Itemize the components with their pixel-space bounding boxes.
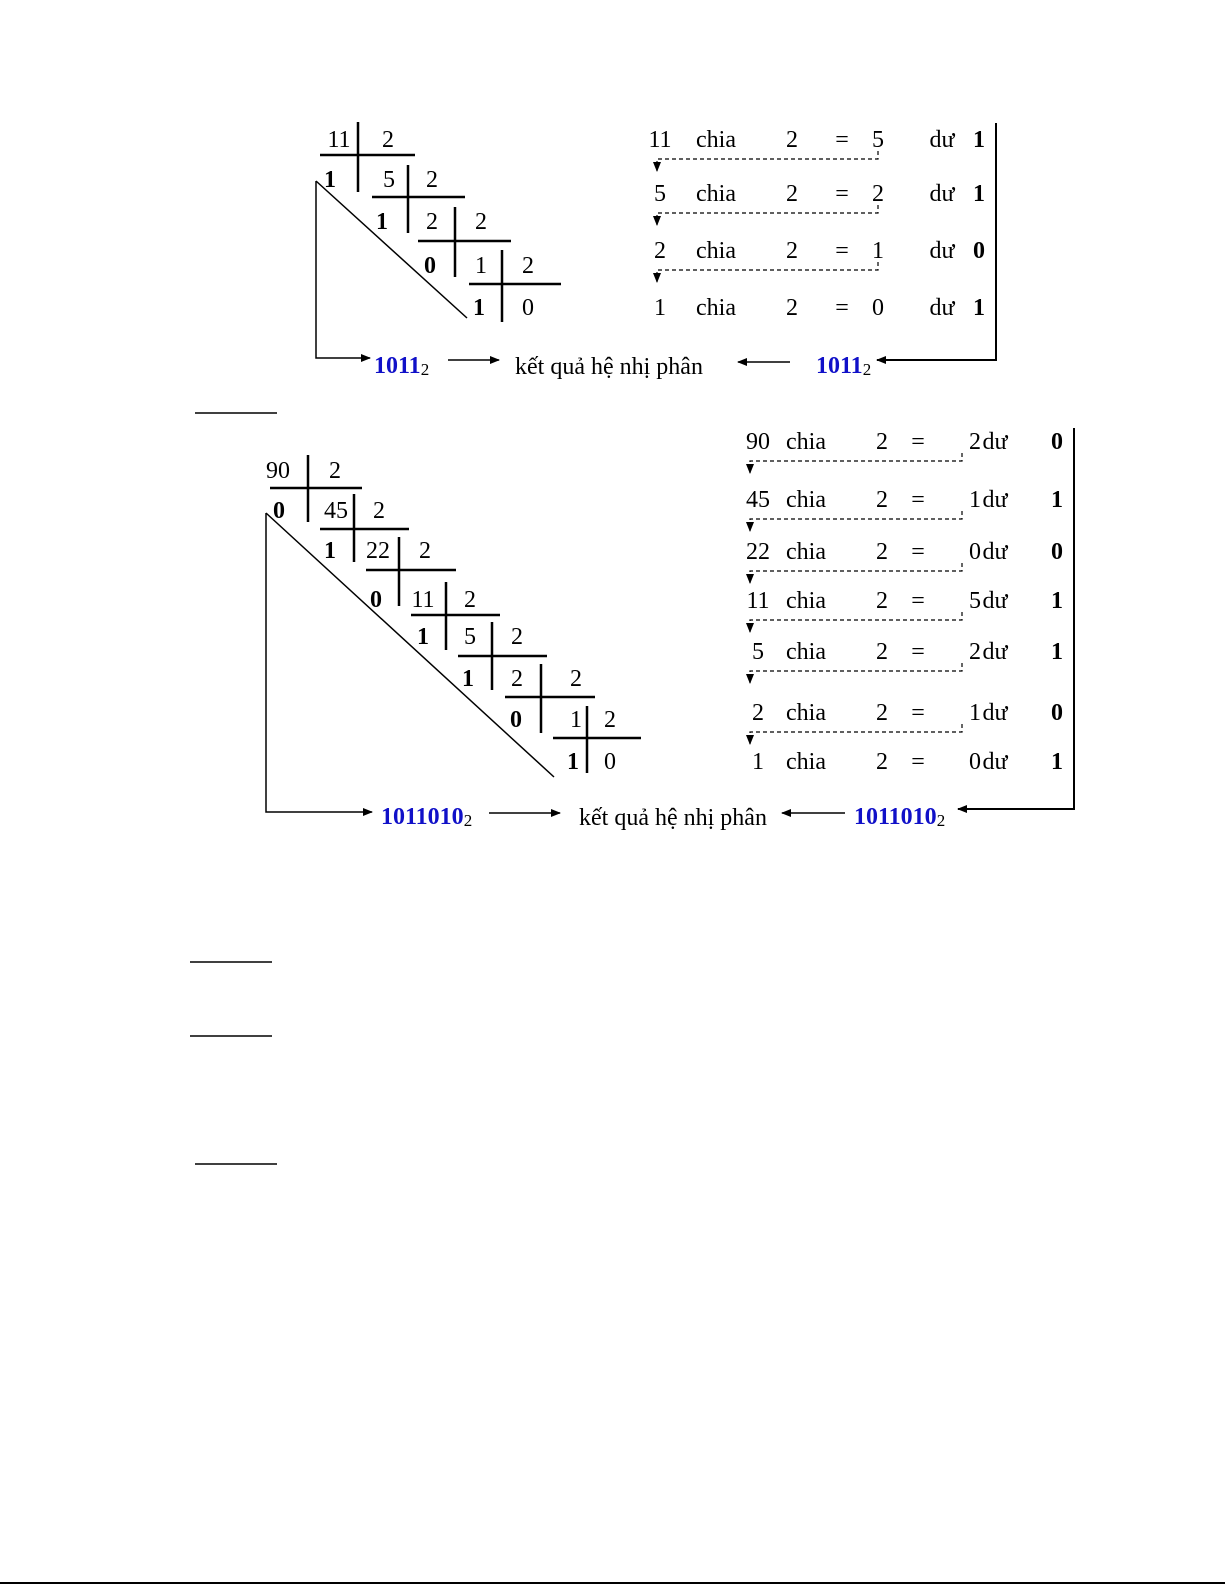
remainder: 1 bbox=[376, 209, 388, 235]
example-1-division-table bbox=[648, 127, 985, 321]
dividend: 11 bbox=[327, 127, 351, 153]
chia-word: chia bbox=[786, 700, 826, 726]
divisor: 2 bbox=[786, 127, 798, 153]
carry-quotient-arrow bbox=[750, 453, 962, 473]
remainder: 0 bbox=[973, 238, 985, 264]
quotient: 2 bbox=[969, 639, 981, 665]
divisor: 2 bbox=[876, 639, 888, 665]
du-word: dư bbox=[982, 588, 1008, 614]
chia-word: chia bbox=[786, 639, 826, 665]
remainder: 1 bbox=[324, 167, 336, 193]
final-quotient: 0 bbox=[604, 749, 616, 775]
quotient: 1 bbox=[872, 238, 884, 264]
remainder-read-diagonal bbox=[316, 181, 467, 318]
chia-word: chia bbox=[696, 295, 736, 321]
dividend: 1 bbox=[570, 707, 582, 733]
example-2-division-table bbox=[746, 429, 1063, 775]
equals-sign: = bbox=[835, 127, 849, 153]
equals-sign: = bbox=[911, 429, 925, 455]
ladder-step bbox=[418, 207, 511, 279]
ladder-step bbox=[320, 494, 409, 564]
divisor: 2 bbox=[382, 127, 394, 153]
dividend: 2 bbox=[511, 666, 523, 692]
divisor: 2 bbox=[475, 209, 487, 235]
dividend: 5 bbox=[383, 167, 395, 193]
chia-word: chia bbox=[786, 487, 826, 513]
divisor: 2 bbox=[464, 587, 476, 613]
dividend: 1 bbox=[654, 295, 666, 321]
dividend: 22 bbox=[746, 539, 770, 565]
du-word: dư bbox=[929, 127, 955, 153]
equals-sign: = bbox=[911, 487, 925, 513]
division-row bbox=[654, 238, 985, 264]
divisor: 2 bbox=[786, 238, 798, 264]
divisor: 2 bbox=[876, 487, 888, 513]
remainder: 1 bbox=[324, 538, 336, 564]
quotient: 5 bbox=[969, 588, 981, 614]
divisor: 2 bbox=[373, 498, 385, 524]
divisor: 2 bbox=[511, 624, 523, 650]
dividend: 2 bbox=[426, 209, 438, 235]
division-row bbox=[752, 749, 1063, 775]
du-word: dư bbox=[982, 749, 1008, 775]
result-value-right: 10110102 bbox=[854, 804, 946, 830]
equals-sign: = bbox=[911, 700, 925, 726]
dividend: 5 bbox=[654, 181, 666, 207]
carry-quotient-arrow bbox=[750, 511, 962, 531]
equals-sign: = bbox=[835, 295, 849, 321]
equals-sign: = bbox=[835, 238, 849, 264]
dividend: 22 bbox=[366, 538, 390, 564]
divisor: 2 bbox=[876, 700, 888, 726]
quotient: 0 bbox=[969, 539, 981, 565]
dividend: 5 bbox=[752, 639, 764, 665]
dividend: 11 bbox=[411, 587, 435, 613]
ladder-step bbox=[320, 122, 415, 193]
remainder: 1 bbox=[973, 127, 985, 153]
carry-quotient-arrow bbox=[750, 612, 962, 632]
dividend: 2 bbox=[752, 700, 764, 726]
division-row bbox=[654, 181, 985, 207]
carry-quotient-arrow bbox=[750, 663, 962, 683]
du-word: dư bbox=[982, 487, 1008, 513]
result-value-right: 10112 bbox=[816, 353, 872, 379]
chia-word: chia bbox=[696, 127, 736, 153]
remainder: 1 bbox=[462, 666, 474, 692]
division-row bbox=[648, 127, 985, 153]
read-arrow-left bbox=[266, 513, 372, 812]
remainder: 1 bbox=[1051, 749, 1063, 775]
equals-sign: = bbox=[911, 539, 925, 565]
chia-word: chia bbox=[696, 181, 736, 207]
dividend: 90 bbox=[266, 458, 290, 484]
du-word: dư bbox=[982, 429, 1008, 455]
remainder: 0 bbox=[273, 498, 285, 524]
dividend: 1 bbox=[752, 749, 764, 775]
result-label: kết quả hệ nhị phân bbox=[579, 805, 767, 831]
ladder-step bbox=[458, 622, 547, 692]
example-1-ladder bbox=[316, 122, 561, 358]
dividend: 90 bbox=[746, 429, 770, 455]
final-quotient: 0 bbox=[522, 295, 534, 321]
remainder: 1 bbox=[973, 295, 985, 321]
remainder: 1 bbox=[1051, 487, 1063, 513]
remainder: 0 bbox=[424, 253, 436, 279]
dividend: 11 bbox=[746, 588, 770, 614]
ladder-step bbox=[411, 582, 500, 650]
remainder: 1 bbox=[1051, 588, 1063, 614]
division-row bbox=[746, 588, 1063, 614]
divisor: 2 bbox=[876, 429, 888, 455]
carry-quotient-arrow bbox=[750, 563, 962, 583]
ladder-step bbox=[553, 706, 641, 775]
divisor: 2 bbox=[876, 539, 888, 565]
du-word: dư bbox=[929, 238, 955, 264]
dividend: 1 bbox=[475, 253, 487, 279]
division-row bbox=[746, 539, 1063, 565]
du-word: dư bbox=[982, 539, 1008, 565]
divisor: 2 bbox=[329, 458, 341, 484]
dividend: 45 bbox=[324, 498, 348, 524]
quotient: 2 bbox=[872, 181, 884, 207]
chia-word: chia bbox=[786, 539, 826, 565]
example-1-result-line bbox=[374, 123, 996, 380]
chia-word: chia bbox=[786, 429, 826, 455]
division-row bbox=[746, 429, 1063, 455]
remainder: 0 bbox=[1051, 429, 1063, 455]
du-word: dư bbox=[929, 181, 955, 207]
quotient: 5 bbox=[872, 127, 884, 153]
result-label: kết quả hệ nhị phân bbox=[515, 354, 703, 380]
chia-word: chia bbox=[786, 749, 826, 775]
remainder: 1 bbox=[417, 624, 429, 650]
equals-sign: = bbox=[911, 639, 925, 665]
remainder: 1 bbox=[567, 749, 579, 775]
divisor: 2 bbox=[522, 253, 534, 279]
dividend: 11 bbox=[648, 127, 672, 153]
divisor: 2 bbox=[419, 538, 431, 564]
du-word: dư bbox=[982, 639, 1008, 665]
dividend: 5 bbox=[464, 624, 476, 650]
chia-word: chia bbox=[696, 238, 736, 264]
quotient: 0 bbox=[969, 749, 981, 775]
du-word: dư bbox=[982, 700, 1008, 726]
quotient: 0 bbox=[872, 295, 884, 321]
division-row bbox=[752, 700, 1063, 726]
carry-quotient-arrow bbox=[657, 205, 878, 225]
result-value-left: 10110102 bbox=[381, 804, 473, 830]
divisor: 2 bbox=[426, 167, 438, 193]
result-value-left: 10112 bbox=[374, 353, 430, 379]
chia-word: chia bbox=[786, 588, 826, 614]
quotient: 1 bbox=[969, 700, 981, 726]
dividend: 2 bbox=[654, 238, 666, 264]
example-2-ladder bbox=[266, 455, 641, 812]
quotient: 2 bbox=[969, 429, 981, 455]
division-row bbox=[746, 487, 1063, 513]
du-word: dư bbox=[929, 295, 955, 321]
remainder: 1 bbox=[473, 295, 485, 321]
remainder: 1 bbox=[1051, 639, 1063, 665]
read-arrow-left bbox=[316, 181, 370, 358]
divisor: 2 bbox=[876, 588, 888, 614]
equals-sign: = bbox=[911, 588, 925, 614]
remainder: 1 bbox=[973, 181, 985, 207]
equals-sign: = bbox=[835, 181, 849, 207]
ladder-step bbox=[469, 250, 561, 322]
remainder: 0 bbox=[370, 587, 382, 613]
divisor: 2 bbox=[876, 749, 888, 775]
remainder: 0 bbox=[1051, 539, 1063, 565]
dividend: 45 bbox=[746, 487, 770, 513]
remainder: 0 bbox=[510, 707, 522, 733]
carry-quotient-arrow bbox=[657, 151, 878, 171]
equals-sign: = bbox=[911, 749, 925, 775]
divisor: 2 bbox=[604, 707, 616, 733]
division-row bbox=[654, 295, 985, 321]
carry-quotient-arrow bbox=[657, 262, 878, 282]
divisor: 2 bbox=[786, 181, 798, 207]
remainder: 0 bbox=[1051, 700, 1063, 726]
carry-quotient-arrow bbox=[750, 724, 962, 744]
divisor: 2 bbox=[786, 295, 798, 321]
division-row bbox=[752, 639, 1063, 665]
quotient: 1 bbox=[969, 487, 981, 513]
ladder-step bbox=[372, 165, 465, 235]
divisor: 2 bbox=[570, 666, 582, 692]
